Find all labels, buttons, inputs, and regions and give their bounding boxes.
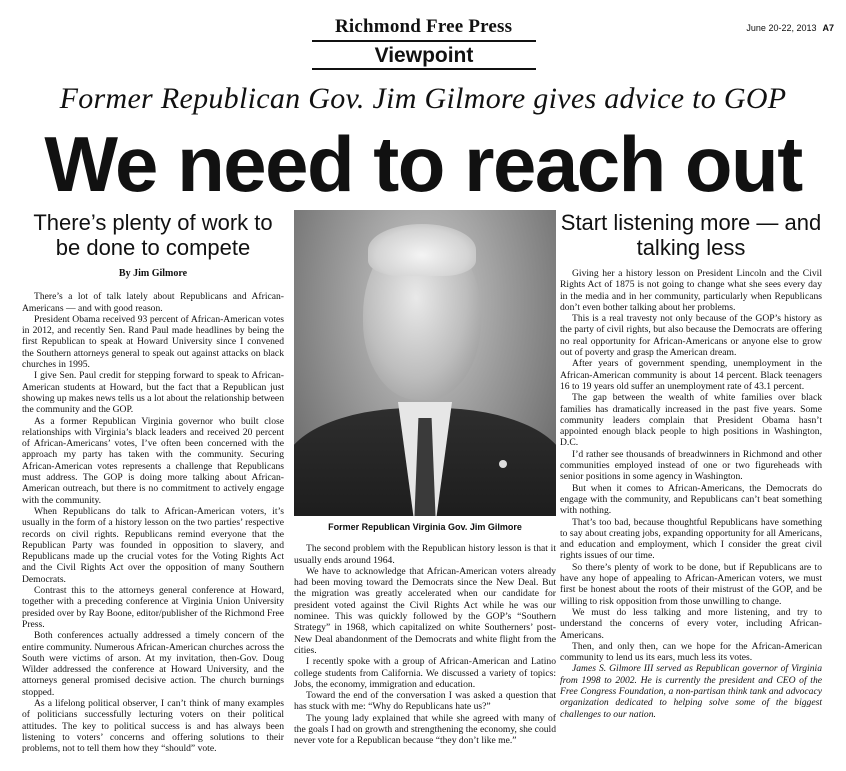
photo-hair-shape — [368, 224, 476, 276]
headline-deck: Former Republican Gov. Jim Gilmore gives advice to GOP — [59, 82, 787, 115]
middle-column — [294, 210, 556, 747]
left-column — [22, 210, 284, 754]
article-paragraph: After years of government spending, unemployment in the African-American community is about 14 percent. Black teenagers 16 to 19 years old suffer an unemployment rate of 43.1 percent. — [560, 358, 822, 392]
article-paragraph: This is a real travesty not only because of the GOP’s history as the party of civil rights, but also because the Democrats are offering no real opportunity for African-Americans or anyone else to grow out of poverty and grasp the American dream. — [560, 313, 822, 359]
article-paragraph: The second problem with the Republican history lesson is that it usually ends around 1964. — [294, 543, 556, 566]
left-subhead: There’s plenty of work to be done to compete — [33, 210, 273, 260]
article-paragraph: We have to acknowledge that African-American voters already had been moving toward the Democrats since the New Deal. But the migration was greatly accelerated when our candidate for president voted against the Civil Rights Act while he was our nominee. This was quickly followed by the GOP’s “Southern Strategy” in 1968, which capitalized on white Southerners’ post-New Deal abandonment of the Democrats and white flight from the cities. — [294, 565, 556, 656]
right-column — [560, 210, 822, 720]
article-paragraph: I’d rather see thousands of breadwinners in Richmond and other communities employed instead of one or two figureheads with senior positions in some agency in Washington. — [560, 448, 822, 483]
article-paragraph: I give Sen. Paul credit for stepping forward to speak to African-American students at Howard, but the fact that a Republican just showing up makes news tells us a lot about the relationship between the community and the GOP. — [22, 370, 284, 416]
author-bio: James S. Gilmore III served as Republican governor of Virginia from 1998 to 2002. He is currently the president and CEO of the Free Congress Foundation, a non-partisan think tank and advocacy organization dedicated to helping solve some of the biggest challenges to our nation. — [560, 663, 822, 720]
byline: By Jim Gilmore — [118, 268, 188, 279]
article-paragraph: So there’s plenty of work to be done, but if Republicans are to have any hope of appealing to African-American voters, we must first be honest about the roots of their mistrust of the GOP, and be willing to risk opposition from those unwilling to change. — [560, 561, 822, 607]
photo-caption: Former Republican Virginia Gov. Jim Gilmore — [328, 522, 522, 532]
article-paragraph: I recently spoke with a group of African-American and Latino college students from California. We discussed a variety of topics: Jobs, the economy, immigration and education. — [294, 656, 556, 690]
article-paragraph: There’s a lot of talk lately about Republicans and African-Americans — and with good reason. — [22, 291, 284, 314]
article-paragraph: Contrast this to the attorneys general conference at Howard, together with a preceding conference at Virginia Union University presided over by Ray Boone, editor/publisher of the Richmond Free Press. — [22, 585, 284, 630]
article-paragraph: That’s too bad, because thoughtful Republicans have something to say about creating jobs, expanding opportunity for all Americans, and education and employment, which I consider the great civil rights issues of our time. — [560, 516, 822, 562]
masthead — [0, 0, 846, 40]
article-paragraph: Then, and only then, can we hope for the African-American community to lend us its ears, much less its votes. — [560, 640, 822, 664]
section-banner — [312, 40, 536, 70]
article-paragraph: But when it comes to African-Americans, the Democrats do engage with the community, and Republicans can’t beat something with nothing. — [560, 482, 822, 517]
article-paragraph: We must do less talking and more listening, and try to understand the concerns of every voter, including African-Americans. — [560, 606, 822, 641]
paper-name: Richmond Free Press — [335, 16, 513, 37]
headline: We need to reach out — [44, 120, 802, 208]
issue-date: June 20-22, 2013 — [746, 23, 817, 33]
article-paragraph: As a former Republican Virginia governor who built close relationships with Virginia’s black leaders and received 20 percent of African-Americans’ votes, I’ve often been concerned with the approach my party has taken with the community. Securing African-American votes represents a challenge that Republicans must address. The GOP is doing more talking about African-American outreach, but there is no commitment to actively engage with the community. — [22, 415, 284, 506]
page-number: A7 — [822, 23, 834, 33]
article-paragraph: Giving her a history lesson on President Lincoln and the Civil Rights Act of 1875 is not going to change what she sees every day in the media and in her community, particularly when Republicans don’t even bother talking about her problems. — [560, 268, 822, 313]
article-paragraph: The young lady explained that while she agreed with many of the goals I had on growth and strengthening the economy, she could never vote for a Republican because “they don’t like me.” — [294, 712, 556, 747]
article-paragraph: Toward the end of the conversation I was asked a question that has stuck with me: “Why do Republicans hate us?” — [294, 690, 556, 713]
right-subhead: Start listening more — and talking less — [560, 210, 822, 260]
article-paragraph: When Republicans do talk to African-American voters, it’s usually in the form of a history lesson on the two parties’ respective records on civil rights. Republicans remind everyone that the Republican Party was founded in opposition to slavery, and Republicans made up the crucial votes for the Voting Rights Act and the Civil Rights Act over the opposition of many Southern Democrats. — [22, 505, 284, 585]
article-paragraph: The gap between the wealth of white families over black families has dramatically increased in the past five years. Some community leaders complain that President Obama hasn’t appointed enough black people to high positions in Washington, D.C. — [560, 392, 822, 449]
photo-lapel-pin-shape — [499, 460, 507, 468]
article-paragraph: As a lifelong political observer, I can’t think of many examples of politicians successfully lecturing voters on their political attitudes. The key to political success is and has always been listening to voters’ concerns and offering solutions to their problems, not to tell them how they “should” vote. — [22, 697, 284, 755]
article-paragraph: President Obama received 93 percent of African-American votes in 2012, and recently Sen. Rand Paul made headlines by being the first Republican to speak at Howard University since I convened the Southern attorneys general to speak out against attacks on black churches in 1995. — [22, 313, 284, 371]
article-paragraph: Both conferences actually addressed a timely concern of the entire community. Numerous African-American churches across the South were victims of arson. At my invitation, then-Gov. Doug Wilder addressed the conference at Howard University, and the attorneys general promised decisive action. The church burnings stopped. — [22, 630, 284, 698]
portrait-photo — [294, 210, 556, 516]
section-label: Viewpoint — [374, 44, 474, 67]
dateline — [746, 23, 834, 33]
